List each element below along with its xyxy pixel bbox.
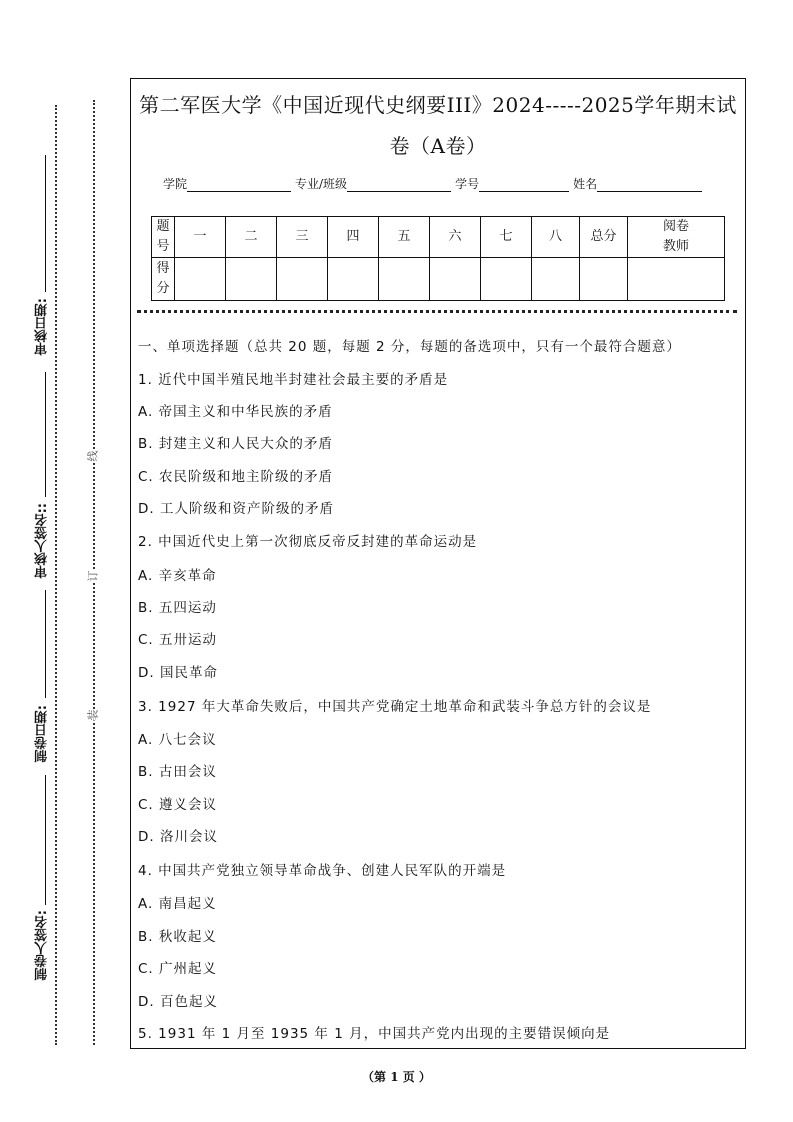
- answer-option[interactable]: A. 八七会议: [138, 732, 217, 748]
- major-class-field[interactable]: [347, 179, 451, 192]
- score-label: 得 分: [152, 258, 175, 301]
- reviewer-signature-blank: [45, 372, 46, 497]
- answer-option[interactable]: C. 遵义会议: [138, 797, 218, 813]
- reviewer-signature-label: 审核人签名::: [35, 503, 50, 579]
- answer-option[interactable]: B. 秋收起义: [138, 929, 217, 945]
- answer-option[interactable]: D. 工人阶级和资产阶级的矛盾: [138, 501, 334, 517]
- score-row: [152, 258, 725, 301]
- question-number-label: 题 号: [152, 217, 175, 258]
- student-info-line: [163, 175, 706, 192]
- question-number-row: [152, 217, 725, 258]
- score-cell-grader[interactable]: [628, 258, 725, 301]
- answer-option[interactable]: A. 辛亥革命: [138, 568, 217, 584]
- question-stem: 2. 中国近代史上第一次彻底反帝反封建的革命运动是: [138, 534, 478, 550]
- question-stem: 5. 1931 年 1 月至 1935 年 1 月，中国共产党内出现的主要错误倾向是: [138, 1026, 611, 1042]
- score-cell[interactable]: [175, 258, 226, 301]
- col-header: 六: [430, 217, 481, 258]
- score-cell-total[interactable]: [580, 258, 628, 301]
- seal-line-outer: [55, 105, 57, 1045]
- col-header: 七: [481, 217, 532, 258]
- name-field[interactable]: [597, 179, 702, 192]
- binding-char-staple: 订: [86, 570, 100, 582]
- col-header-total: 总分: [580, 217, 628, 258]
- answer-option[interactable]: D. 国民革命: [138, 665, 218, 681]
- col-header: 二: [226, 217, 277, 258]
- question-stem: 1. 近代中国半殖民地半封建社会最主要的矛盾是: [138, 372, 449, 388]
- college-field[interactable]: [187, 179, 291, 192]
- paper-maker-signature-label: 制卷人签名:: [35, 910, 50, 981]
- review-date-blank: [45, 155, 46, 292]
- review-date-label: 审核日期:: [35, 298, 50, 356]
- score-cell[interactable]: [430, 258, 481, 301]
- exam-title-line2: 卷（A卷）: [389, 134, 487, 158]
- answer-option[interactable]: B. 封建主义和人民大众的矛盾: [138, 436, 333, 452]
- col-header-grader: 阅卷 教师: [628, 217, 725, 258]
- binding-char-bind: 装: [86, 709, 100, 721]
- dotted-separator: [137, 310, 737, 313]
- score-table: [151, 216, 725, 301]
- name-label: 姓名: [573, 177, 598, 191]
- major-class-label: 专业/班级: [295, 177, 348, 191]
- col-header: 一: [175, 217, 226, 258]
- question-stem: 4. 中国共产党独立领导革命战争、创建人民军队的开端是: [138, 863, 507, 879]
- answer-option[interactable]: A. 南昌起义: [138, 896, 217, 912]
- answer-option[interactable]: C. 广州起义: [138, 961, 218, 977]
- paper-date-label: 制卷日期:: [35, 705, 50, 763]
- paper-maker-signature-blank: [45, 775, 46, 905]
- exam-title-line1: 第二军医大学《中国近现代史纲要III》2024-----2025学年期末试: [139, 93, 737, 117]
- col-header: 三: [277, 217, 328, 258]
- score-cell[interactable]: [532, 258, 580, 301]
- section-heading: 一、单项选择题（总共 20 题，每题 2 分，每题的备选项中，只有一个最符合题意）: [138, 339, 681, 355]
- score-cell[interactable]: [226, 258, 277, 301]
- answer-option[interactable]: C. 农民阶级和地主阶级的矛盾: [138, 469, 334, 485]
- score-cell[interactable]: [379, 258, 430, 301]
- col-header: 五: [379, 217, 430, 258]
- answer-option[interactable]: A. 帝国主义和中华民族的矛盾: [138, 404, 333, 420]
- question-stem: 3. 1927 年大革命失败后，中国共产党确定土地革命和武装斗争总方针的会议是: [138, 699, 652, 715]
- score-cell[interactable]: [277, 258, 328, 301]
- page-number: （第 1 页 ）: [362, 1070, 431, 1084]
- binding-char-line: 线: [86, 450, 100, 462]
- answer-option[interactable]: B. 五四运动: [138, 600, 217, 616]
- col-header: 四: [328, 217, 379, 258]
- student-id-label: 学号: [455, 177, 480, 191]
- score-cell[interactable]: [481, 258, 532, 301]
- answer-option[interactable]: D. 百色起义: [138, 994, 218, 1010]
- score-cell[interactable]: [328, 258, 379, 301]
- exam-page-frame: [130, 78, 746, 1049]
- college-label: 学院: [163, 177, 188, 191]
- answer-option[interactable]: C. 五卅运动: [138, 632, 218, 648]
- answer-option[interactable]: B. 古田会议: [138, 764, 217, 780]
- paper-date-blank: [45, 590, 46, 698]
- col-header: 八: [532, 217, 580, 258]
- answer-option[interactable]: D. 洛川会议: [138, 829, 218, 845]
- student-id-field[interactable]: [479, 179, 569, 192]
